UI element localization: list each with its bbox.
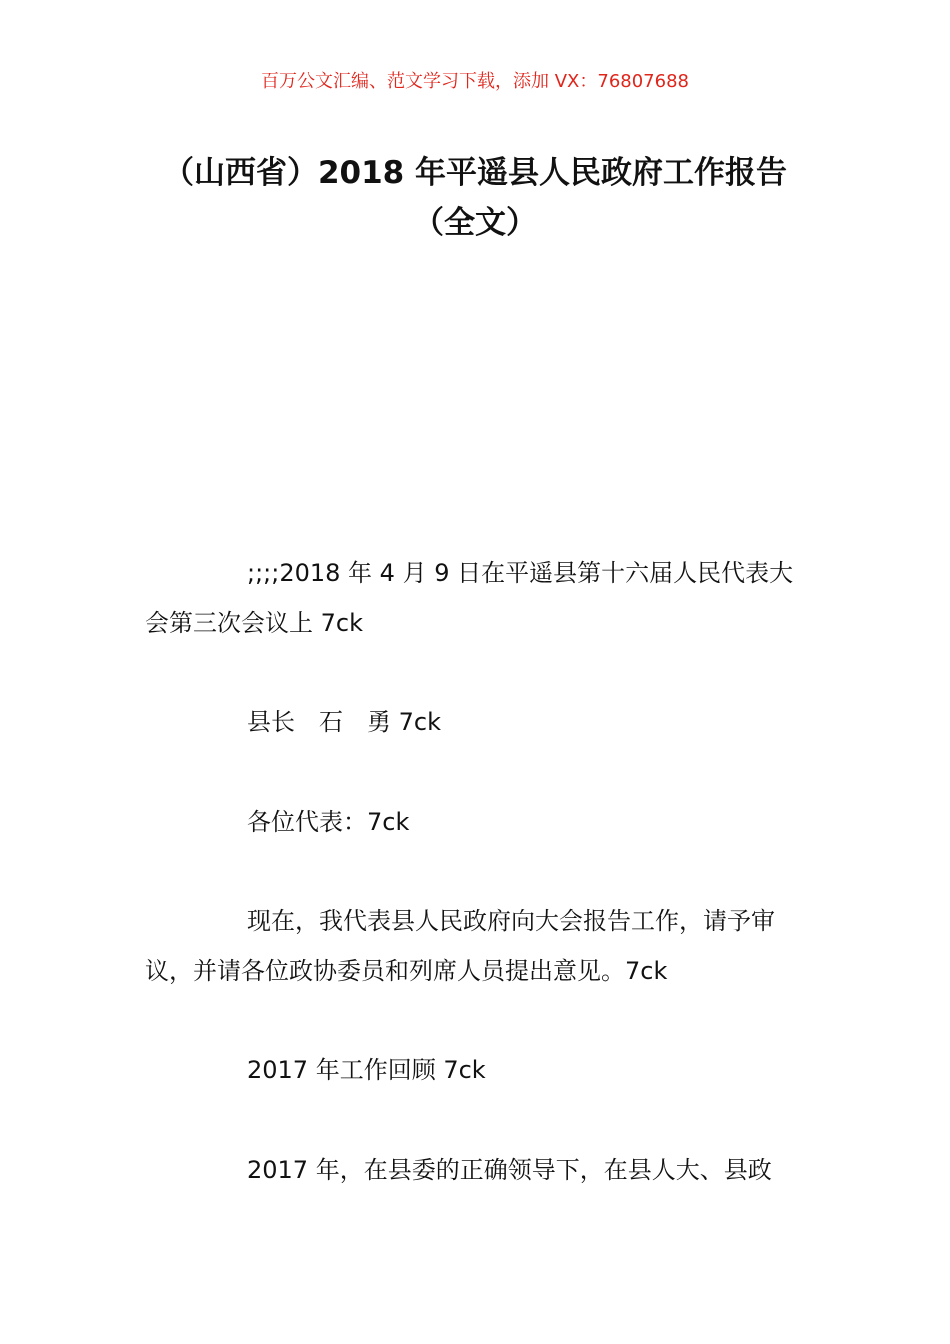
paragraph-review-start — [145, 1145, 810, 1195]
paragraph-meeting-date — [145, 548, 810, 648]
promo-header-note: 百万公文汇编、范文学习下载，添加 VX：76807688 — [261, 71, 689, 92]
paragraph-text: 2017 年，在县委的正确领导下，在县人大、县政 — [247, 1156, 772, 1184]
paragraph-text: ;;;;2018 年 4 月 9 日在平遥县第十六届人民代表大会第三次会议上 7ck — [145, 559, 794, 637]
paragraph-text: 现在，我代表县人民政府向大会报告工作，请予审议，并请各位政协委员和列席人员提出意见。7ck — [145, 907, 775, 985]
paragraph-text: 县长 石 勇 7ck — [247, 708, 441, 736]
paragraph-salutation — [145, 797, 810, 847]
paragraph-speaker — [145, 697, 810, 747]
section-heading-review — [145, 1045, 810, 1095]
paragraph-introduction — [145, 896, 810, 996]
paragraph-text: 2017 年工作回顾 7ck — [247, 1056, 486, 1084]
paragraph-text: 各位代表：7ck — [247, 808, 410, 836]
document-title: （山西省）2018 年平遥县人民政府工作报告（全文） — [162, 155, 788, 241]
